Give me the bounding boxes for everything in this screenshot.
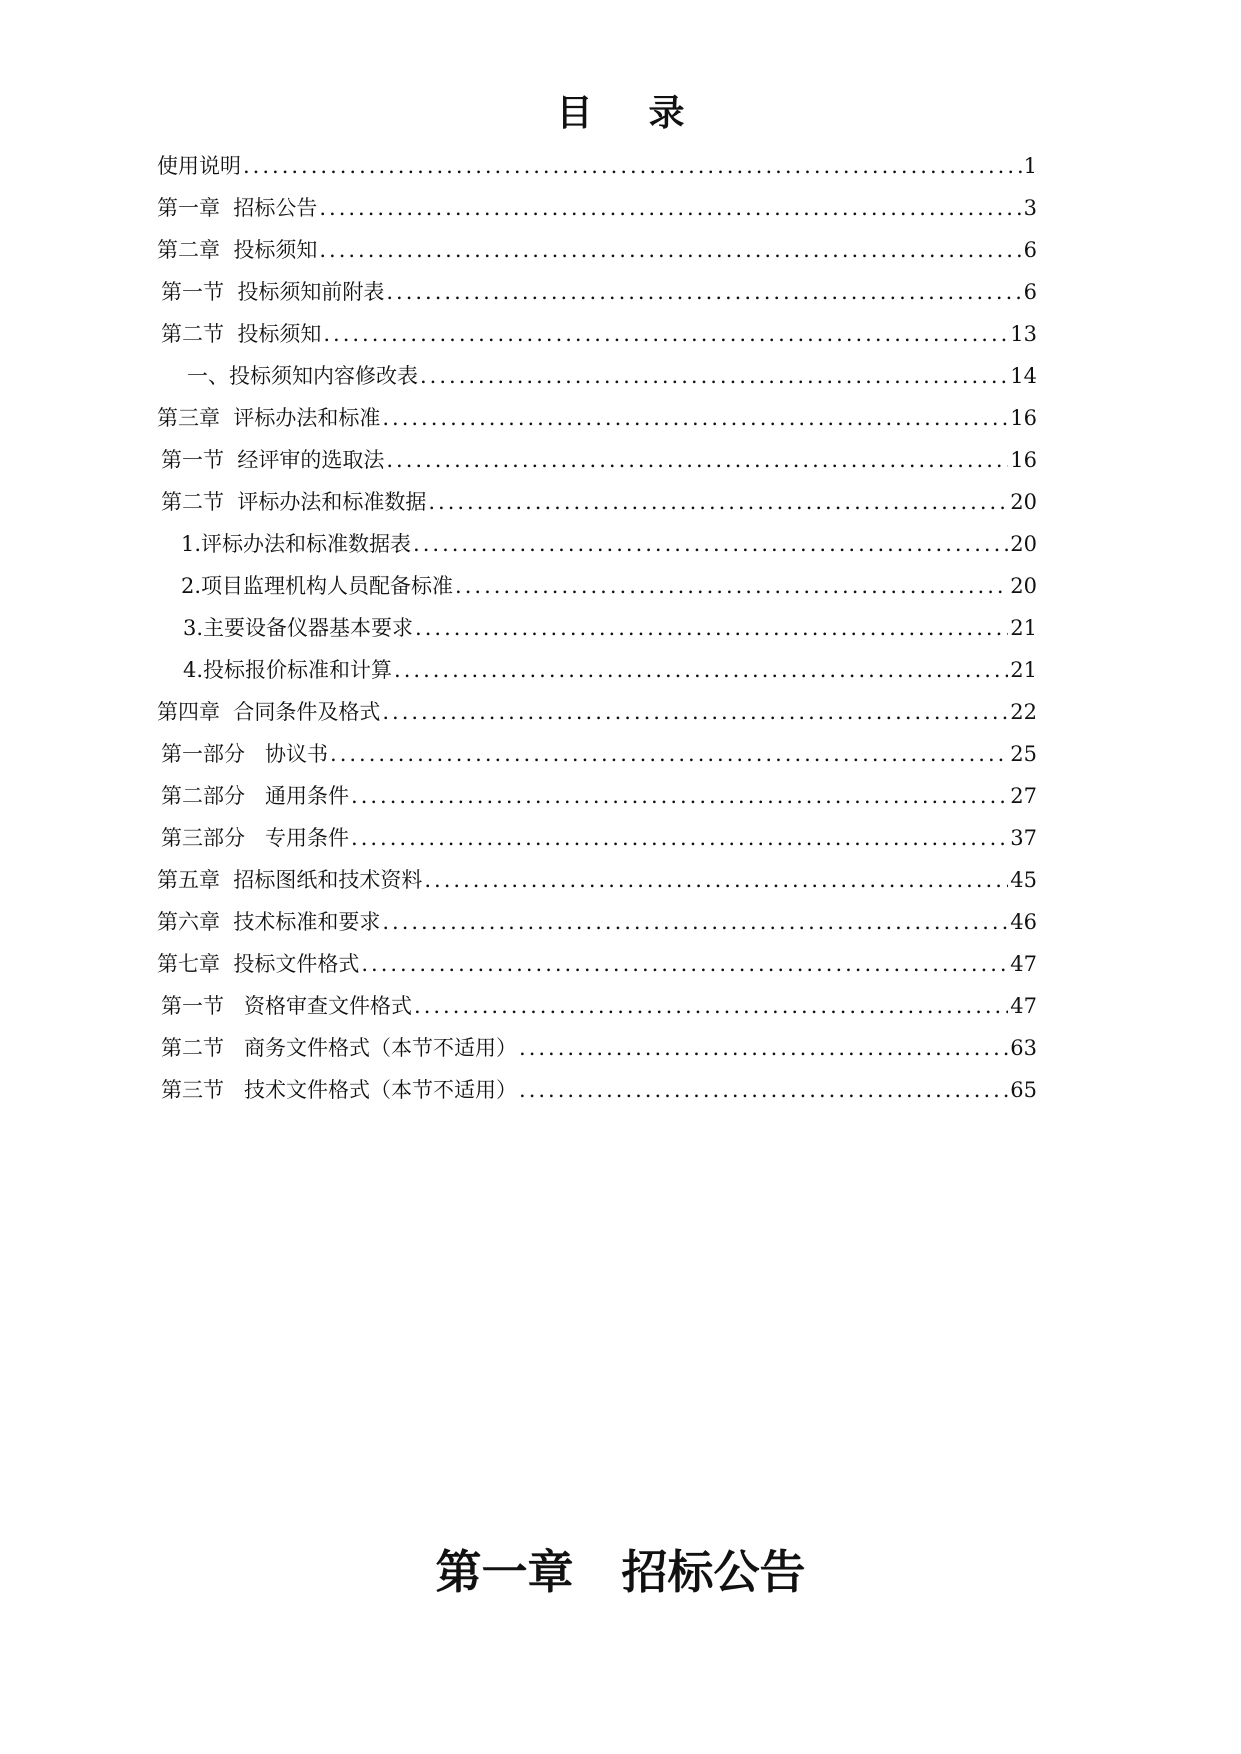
toc-entry[interactable] [157,607,1037,649]
toc-entry[interactable] [157,565,1037,607]
toc-leader-dots [351,817,1008,859]
toc-entry-label: 第二节 商务文件格式（本节不适用） [161,1036,518,1060]
toc-entry[interactable] [157,481,1037,523]
toc-entry-page-number: 37 [1010,826,1037,850]
toc-title: 目录 [556,93,741,134]
toc-leader-dots [243,145,1022,187]
toc-entry[interactable] [157,313,1037,355]
toc-entry-page-number: 14 [1010,364,1037,388]
toc-entry-label: 第三部分 专用条件 [161,826,350,850]
toc-entry-page-number: 65 [1010,1078,1037,1102]
toc-entry-page-number: 21 [1010,658,1037,682]
toc-leader-dots [361,943,1008,985]
toc-entry-label: 第四章 合同条件及格式 [157,700,381,724]
toc-entry[interactable] [157,271,1037,313]
toc-entry-label: 使用说明 [157,154,241,178]
toc-entry-label: 第一节 投标须知前附表 [161,280,385,304]
toc-entry[interactable] [157,691,1037,733]
toc-leader-dots [413,523,1008,565]
toc-entry[interactable] [157,775,1037,817]
toc-entry-page-number: 13 [1010,322,1037,346]
toc-entry[interactable] [157,1027,1037,1069]
toc-entry-page-number: 47 [1010,994,1037,1018]
toc-entry-page-number: 21 [1010,616,1037,640]
toc-entry[interactable] [157,859,1037,901]
toc-entry[interactable] [157,397,1037,439]
toc-entry-label: 第一节 经评审的选取法 [161,448,385,472]
toc-entry[interactable] [157,649,1037,691]
toc-entry-page-number: 20 [1010,532,1037,556]
toc-entry[interactable] [157,229,1037,271]
toc-entry-page-number: 22 [1010,700,1037,724]
toc-entry[interactable] [157,733,1037,775]
toc-entry-label: 第一章 招标公告 [157,196,318,220]
toc-entry-label: 第七章 投标文件格式 [157,952,360,976]
toc-leader-dots [351,775,1008,817]
toc-leader-dots [420,355,1008,397]
toc-entry-page-number: 6 [1023,238,1037,262]
toc-entry-label: 一、投标须知内容修改表 [187,364,418,388]
toc-entry[interactable] [157,439,1037,481]
toc-entry-label: 3.主要设备仪器基本要求 [183,616,414,640]
toc-entry-label: 第二部分 通用条件 [161,784,350,808]
toc-leader-dots [415,607,1008,649]
toc-entry-page-number: 6 [1023,280,1037,304]
toc-entry-page-number: 20 [1010,574,1037,598]
toc-entry-label: 第二节 投标须知 [161,322,322,346]
toc-entry[interactable] [157,1069,1037,1111]
toc-entry-page-number: 27 [1010,784,1037,808]
toc-leader-dots [424,859,1008,901]
toc-entry[interactable] [157,943,1037,985]
toc-leader-dots [382,901,1008,943]
toc-entry-page-number: 45 [1010,868,1037,892]
toc-entry-label: 第一部分 协议书 [161,742,329,766]
table-of-contents [157,145,1037,1111]
toc-entry-page-number: 3 [1023,196,1037,220]
toc-entry[interactable] [157,355,1037,397]
toc-entry-label: 2.项目监理机构人员配备标准 [181,574,454,598]
toc-leader-dots [386,271,1021,313]
toc-entry-page-number: 46 [1010,910,1037,934]
toc-entry-label: 1.评标办法和标准数据表 [181,532,412,556]
toc-entry-label: 第二节 评标办法和标准数据 [161,490,427,514]
toc-entry-label: 第一节 资格审查文件格式 [161,994,413,1018]
toc-entry-page-number: 63 [1010,1036,1037,1060]
toc-leader-dots [455,565,1008,607]
toc-leader-dots [386,439,1008,481]
toc-leader-dots [428,481,1008,523]
toc-entry-page-number: 25 [1010,742,1037,766]
toc-entry-page-number: 20 [1010,490,1037,514]
toc-entry-label: 第三节 技术文件格式（本节不适用） [161,1078,518,1102]
toc-leader-dots [319,187,1021,229]
chapter-heading: 第一章 招标公告 [435,1545,806,1599]
toc-entry[interactable] [157,901,1037,943]
toc-entry-page-number: 16 [1010,448,1037,472]
toc-leader-dots [394,649,1008,691]
toc-leader-dots [519,1027,1008,1069]
toc-entry-label: 4.投标报价标准和计算 [183,658,393,682]
toc-entry-page-number: 47 [1010,952,1037,976]
toc-entry-label: 第五章 招标图纸和技术资料 [157,868,423,892]
toc-entry-page-number: 16 [1010,406,1037,430]
toc-entry[interactable] [157,187,1037,229]
toc-leader-dots [319,229,1021,271]
toc-leader-dots [382,397,1008,439]
toc-leader-dots [519,1069,1008,1111]
toc-entry[interactable] [157,145,1037,187]
toc-entry[interactable] [157,523,1037,565]
toc-leader-dots [414,985,1008,1027]
toc-leader-dots [330,733,1008,775]
toc-entry-label: 第二章 投标须知 [157,238,318,262]
toc-entry-label: 第三章 评标办法和标准 [157,406,381,430]
toc-entry-page-number: 1 [1023,154,1037,178]
toc-entry[interactable] [157,985,1037,1027]
toc-entry[interactable] [157,817,1037,859]
toc-leader-dots [323,313,1008,355]
toc-entry-label: 第六章 技术标准和要求 [157,910,381,934]
toc-leader-dots [382,691,1008,733]
